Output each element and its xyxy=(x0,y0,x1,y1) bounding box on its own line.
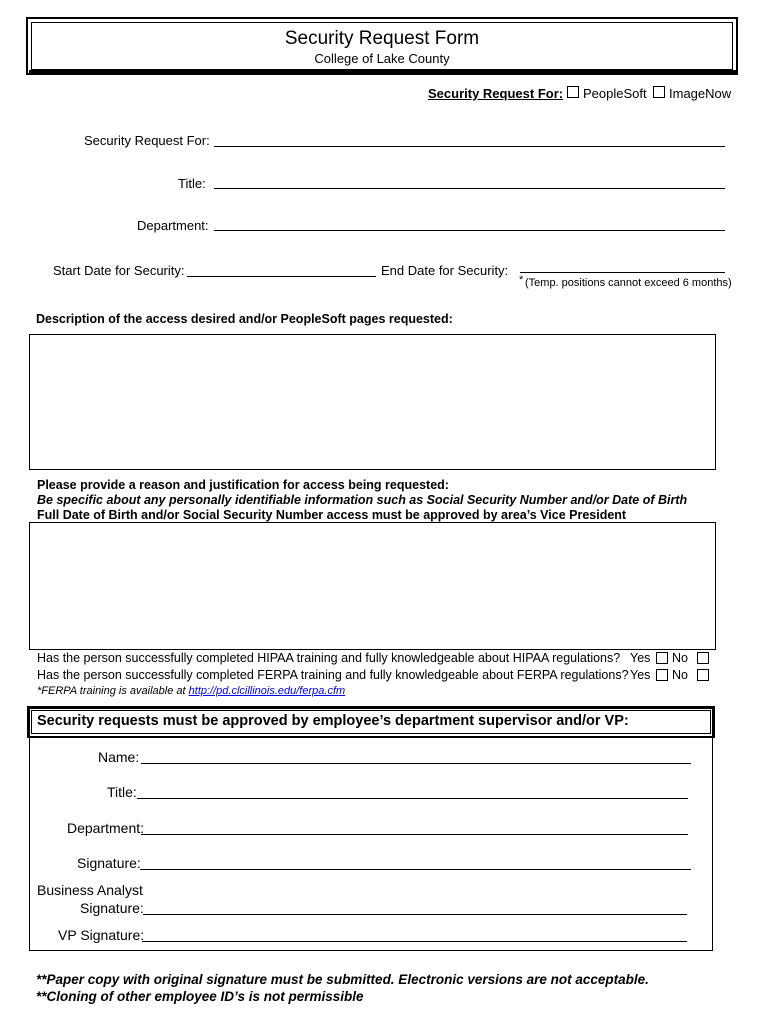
business-analyst-signature-field[interactable] xyxy=(143,914,687,915)
justification-label: Please provide a reason and justification for access being requested: xyxy=(37,478,449,492)
header-frame-shadow xyxy=(29,70,738,74)
vp-signature-label: VP Signature: xyxy=(58,927,145,943)
request-for-label: Security Request For: xyxy=(84,133,210,148)
hipaa-no-label: No xyxy=(672,651,688,665)
approver-department-field[interactable] xyxy=(141,834,688,835)
justification-pii-note: Be specific about any personally identifiable information such as Social Security Number and/or Date of Birth xyxy=(37,493,688,507)
start-date-label: Start Date for Security: xyxy=(53,263,185,278)
justification-textarea[interactable] xyxy=(29,522,716,650)
ferpa-note-text: *FERPA training is available at xyxy=(37,685,189,697)
hipaa-question: Has the person successfully completed HIPAA training and fully knowledgeable about HIPAA regulations? xyxy=(37,651,621,665)
ferpa-no-label: No xyxy=(672,668,688,682)
ferpa-yes-checkbox[interactable] xyxy=(656,669,668,681)
peoplesoft-checkbox[interactable] xyxy=(567,86,579,98)
approver-title-label: Title: xyxy=(107,784,137,800)
approver-name-field[interactable] xyxy=(141,763,691,764)
approver-name-label: Name: xyxy=(98,749,140,765)
end-date-field[interactable] xyxy=(520,272,725,273)
peoplesoft-label: PeopleSoft xyxy=(583,86,647,101)
approver-signature-label: Signature: xyxy=(77,855,141,871)
form-title: Security Request Form xyxy=(284,28,480,49)
footer-paper-copy-note: **Paper copy with original signature must be submitted. Electronic versions are not acceptable. xyxy=(36,972,649,987)
vp-signature-field[interactable] xyxy=(142,941,687,942)
footer-cloning-note: **Cloning of other employee ID’s is not permissible xyxy=(36,989,364,1004)
approver-department-label: Department: xyxy=(67,820,145,836)
department-field[interactable] xyxy=(214,230,725,231)
description-textarea[interactable] xyxy=(29,334,716,470)
system-select-label: Security Request For: xyxy=(428,86,564,101)
start-date-field[interactable] xyxy=(187,276,376,277)
hipaa-yes-label: Yes xyxy=(630,651,651,665)
hipaa-no-checkbox[interactable] xyxy=(697,652,709,664)
approval-heading: Security requests must be approved by employee’s department supervisor and/or VP: xyxy=(37,713,629,729)
title-label: Title: xyxy=(178,176,206,191)
approver-signature-field[interactable] xyxy=(140,869,691,870)
business-analyst-label: Business Analyst xyxy=(37,882,143,898)
description-label: Description of the access desired and/or PeopleSoft pages requested: xyxy=(36,312,453,326)
ferpa-no-checkbox[interactable] xyxy=(697,669,709,681)
imagenow-checkbox[interactable] xyxy=(653,86,665,98)
department-label: Department: xyxy=(137,218,209,233)
imagenow-label: ImageNow xyxy=(669,86,732,101)
hipaa-yes-checkbox[interactable] xyxy=(656,652,668,664)
temp-positions-note: (Temp. positions cannot exceed 6 months) xyxy=(525,277,732,289)
ferpa-question: Has the person successfully completed FERPA training and fully knowledgeable about FERPA regulations? xyxy=(37,668,629,682)
ferpa-training-note xyxy=(37,685,345,697)
ferpa-link[interactable]: http://pd.clcillinois.edu/ferpa.cfm xyxy=(188,685,346,697)
title-field[interactable] xyxy=(214,188,725,189)
justification-vp-note: Full Date of Birth and/or Social Security Number access must be approved by area’s Vice President xyxy=(37,508,627,522)
approver-title-field[interactable] xyxy=(137,798,688,799)
end-date-label: End Date for Security: xyxy=(381,263,509,278)
request-for-field[interactable] xyxy=(214,146,725,147)
temp-asterisk: * xyxy=(519,274,524,286)
business-analyst-signature-label: Signature: xyxy=(80,900,144,916)
ferpa-yes-label: Yes xyxy=(630,668,651,682)
form-subtitle: College of Lake County xyxy=(314,51,450,66)
